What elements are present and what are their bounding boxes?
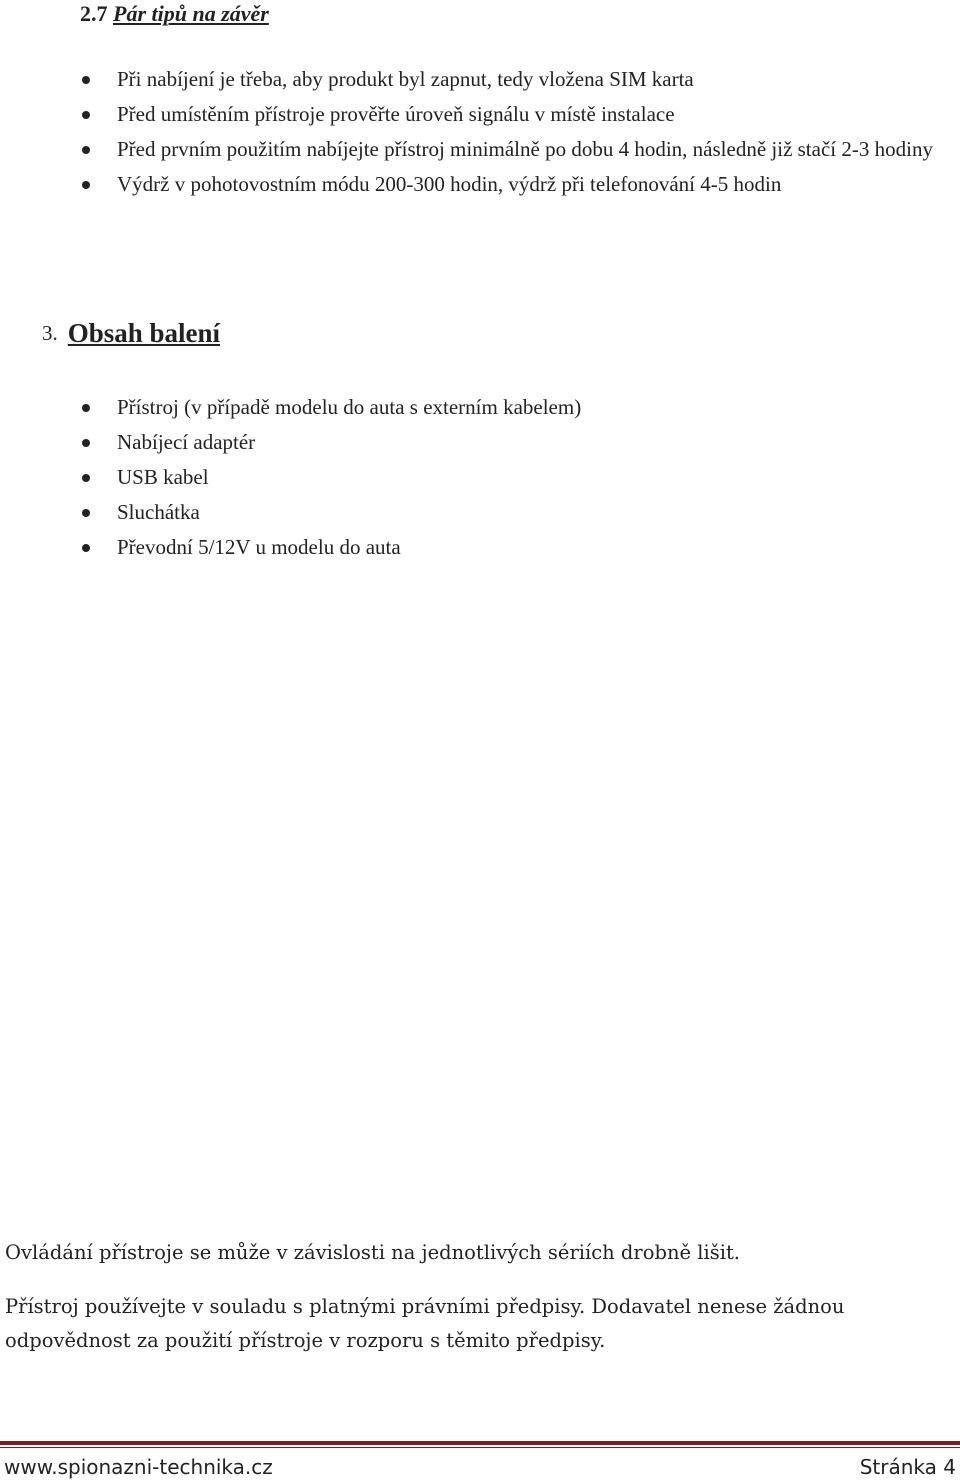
list-item: Před prvním použitím nabíjejte přístroj minimálně po dobu 4 hodin, následně již stačí 2-3 hodiny: [0, 132, 947, 167]
footer-divider-thin: [0, 1447, 960, 1448]
list-item: Výdrž v pohotovostním módu 200-300 hodin, výdrž při telefonování 4-5 hodin: [0, 167, 960, 202]
list-item: Přístroj (v případě modelu do auta s externím kabelem): [0, 390, 960, 425]
list-item: Nabíjecí adaptér: [0, 425, 960, 460]
footer-divider: [0, 1441, 960, 1445]
section-3-heading: [42, 318, 220, 349]
bullet-icon: [82, 404, 90, 412]
list-item: Při nabíjení je třeba, aby produkt byl zapnut, tedy vložena SIM karta: [0, 62, 960, 97]
section-number: 3.: [42, 321, 58, 345]
package-contents-list: [0, 390, 960, 565]
bullet-icon: [82, 544, 90, 552]
bullet-icon: [82, 474, 90, 482]
list-item: Převodní 5/12V u modelu do auta: [0, 530, 960, 565]
section-title: Pár tipů na závěr: [113, 1, 269, 26]
note-paragraph: Ovládání přístroje se může v závislosti na jednotlivých sériích drobně lišit.: [5, 1241, 741, 1264]
page-number: Stránka 4: [859, 1455, 956, 1479]
disclaimer-paragraph: Přístroj používejte v souladu s platnými právními předpisy. Dodavatel nenese žádnou odpovědnost za použití přístroje v rozporu s těmito předpisy.: [5, 1295, 845, 1352]
footer-url: www.spionazni-technika.cz: [4, 1455, 273, 1479]
bullet-icon: [82, 146, 90, 154]
section-2-7-heading: [80, 0, 269, 28]
bullet-icon: [82, 509, 90, 517]
section-title: Obsah balení: [67, 318, 221, 348]
list-item: USB kabel: [0, 460, 960, 495]
list-item: Před umístěním přístroje prověřte úroveň signálu v místě instalace: [0, 97, 960, 132]
bullet-icon: [82, 181, 90, 189]
section-number: 2.7: [80, 1, 108, 26]
list-item: Sluchátka: [0, 495, 960, 530]
bullet-icon: [82, 111, 90, 119]
bullet-icon: [82, 76, 90, 84]
bullet-icon: [82, 439, 90, 447]
tips-list: [0, 62, 960, 202]
